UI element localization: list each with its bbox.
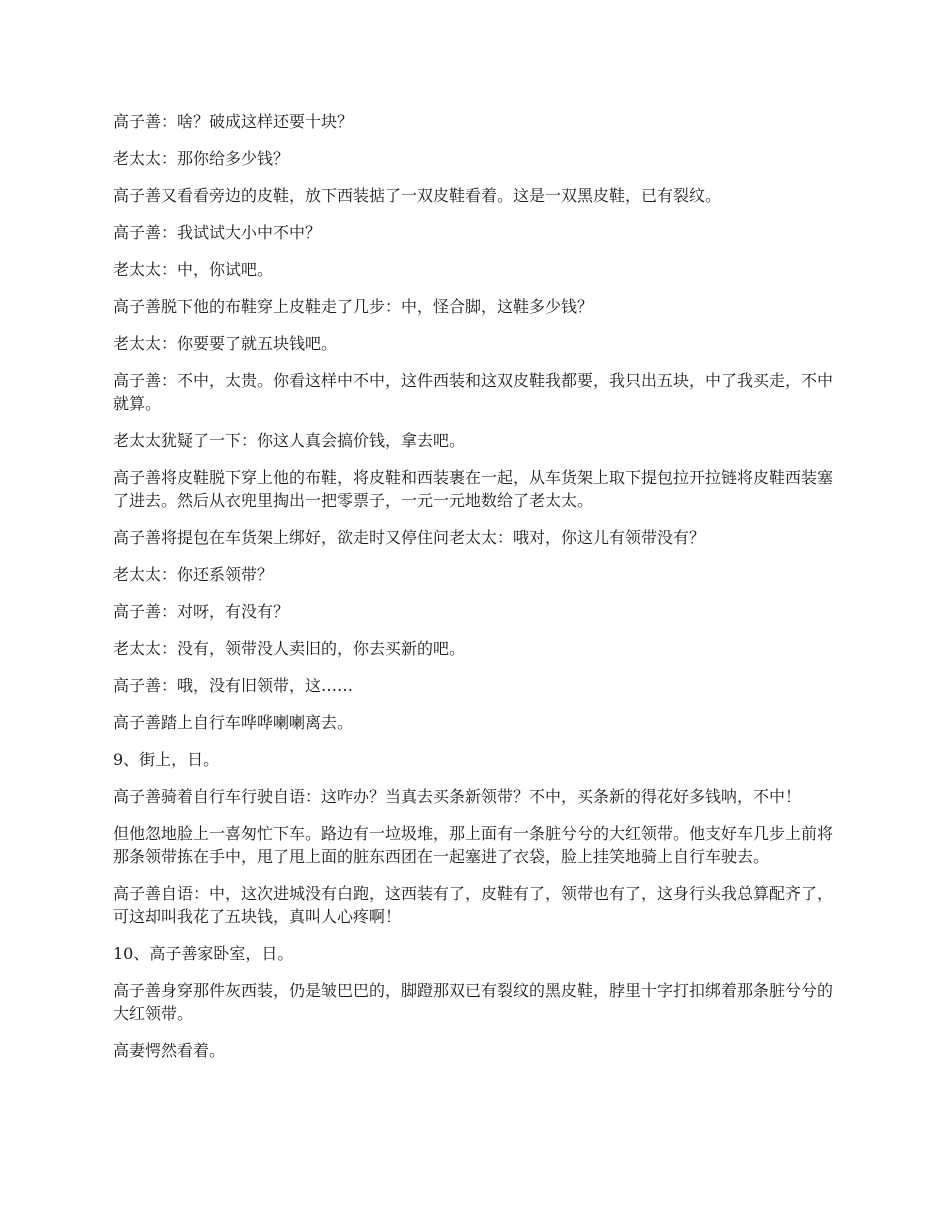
paragraph: 老太太：那你给多少钱？ — [113, 149, 290, 168]
paragraph: 高子善：啥？破成这样还要十块？ — [113, 112, 354, 131]
paragraph: 高妻愕然看着。 — [113, 1041, 226, 1060]
scene-heading: 10、高子善家卧室，日。 — [113, 944, 294, 963]
paragraph: 高子善将提包在车货架上绑好，欲走时又停住问老太太：哦对，你这儿有领带没有？ — [113, 528, 706, 547]
document-page — [113, 110, 840, 1076]
paragraph: 高子善：对呀，有没有？ — [113, 602, 290, 621]
paragraph: 老太太：没有，领带没人卖旧的，你去买新的吧。 — [113, 639, 466, 658]
paragraph: 高子善骑着自行车行驶自语：这咋办？当真去买条新领带？不中，买条新的得花好多钱呐，不中！ — [113, 787, 802, 806]
paragraph: 高子善身穿那件灰西装，仍是皱巴巴的，脚蹬那双已有裂纹的黑皮鞋，脖里十字打扣绑着那条脏兮兮的大红领带。 — [113, 981, 834, 1023]
paragraph: 高子善又看看旁边的皮鞋，放下西装掂了一双皮鞋看着。这是一双黑皮鞋，已有裂纹。 — [113, 186, 722, 205]
paragraph: 高子善踏上自行车哗哗喇喇离去。 — [113, 713, 354, 732]
paragraph: 高子善：我试试大小中不中？ — [113, 223, 322, 242]
paragraph: 高子善：哦，没有旧领带，这…… — [113, 676, 354, 695]
paragraph: 老太太犹疑了一下：你这人真会搞价钱，拿去吧。 — [113, 431, 466, 450]
scene-heading: 9、街上，日。 — [113, 750, 220, 769]
paragraph: 老太太：你还系领带？ — [113, 565, 274, 584]
paragraph: 高子善脱下他的布鞋穿上皮鞋走了几步：中，怪合脚，这鞋多少钱？ — [113, 297, 594, 316]
paragraph: 但他忽地脸上一喜匆忙下车。路边有一垃圾堆，那上面有一条脏兮兮的大红领带。他支好车几步上前将那条领带拣在手中，甩了甩上面的脏东西团在一起塞进了衣袋，脸上挂笑地骑上自行车驶去。 — [113, 824, 834, 866]
paragraph: 高子善：不中，太贵。你看这样中不中，这件西装和这双皮鞋我都要，我只出五块，中了我买走，不中就算。 — [113, 371, 834, 413]
paragraph: 高子善将皮鞋脱下穿上他的布鞋，将皮鞋和西装裹在一起，从车货架上取下提包拉开拉链将皮鞋西装塞了进去。然后从衣兜里掏出一把零票子，一元一元地数给了老太太。 — [113, 468, 834, 510]
paragraph: 高子善自语：中，这次进城没有白跑，这西装有了，皮鞋有了，领带也有了，这身行头我总算配齐了，可这却叫我花了五块钱，真叫人心疼啊！ — [113, 884, 834, 926]
paragraph: 老太太：中，你试吧。 — [113, 260, 274, 279]
paragraph: 老太太：你要要了就五块钱吧。 — [113, 334, 338, 353]
